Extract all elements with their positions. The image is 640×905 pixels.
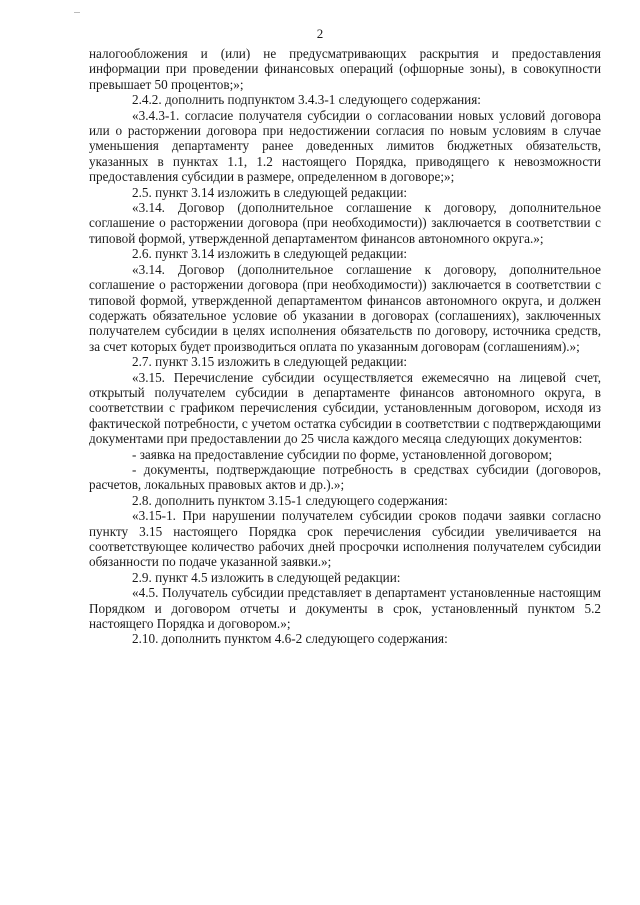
paragraph: 2.9. пункт 4.5 изложить в следующей редакции: bbox=[132, 569, 401, 585]
paragraph: 2.5. пункт 3.14 изложить в следующей редакции: bbox=[132, 184, 408, 200]
paragraph: 2.6. пункт 3.14 изложить в следующей редакции: bbox=[132, 246, 408, 262]
paragraph: «3.14. Договор (дополнительное соглашение к договору, дополнительное соглашение о расторжении договора (при необходимости)) заключается в соответствии с типовой формой, утвержденной департаментом финансов автономного округа, и должен содержать обязательное условие об указании в договорах (соглашениях), заключенных получателем субсидии в целях исполнения обязательств по договору, источника средств, за счет которых будет производиться оплата по указанным договорам (соглашениям).»; bbox=[89, 261, 601, 354]
paragraph: «3.14. Договор (дополнительное соглашение к договору, дополнительное соглашение о расторжении договора (при необходимости)) заключается в соответствии с типовой формой, утвержденной департаментом финансов автономного округа.»; bbox=[89, 200, 601, 246]
list-item: - заявка на предоставление субсидии по форме, установленной договором; bbox=[132, 446, 553, 462]
paragraph: 2.10. дополнить пунктом 4.6-2 следующего содержания: bbox=[132, 631, 448, 647]
paragraph: «3.15. Перечисление субсидии осуществляется ежемесячно на лицевой счет, открытый получателем субсидии в департаменте финансов автономного округа, в соответствии с графиком перечисления субсидии, установленным договором, исходя из фактической потребности, с учетом остатка субсидии в соответствии с подтверждающими документами при предоставлении до 25 числа каждого месяца следующих документов: bbox=[89, 369, 601, 447]
paragraph: «3.4.3-1. согласие получателя субсидии о согласовании новых условий договора или о расторжении договора при недостижении согласия по новым условиям в случае уменьшения департаменту ранее доведенных лимитов бюджетных обязательств, указанных в пунктах 1.1, 1.2 настоящего Порядка, приводящего к невозможности предоставления субсидии в размере, определенном в договоре;»; bbox=[89, 107, 601, 185]
list-item: - документы, подтверждающие потребность в средствах субсидии (договоров, расчетов, локальных правовых актов и др.).»; bbox=[89, 461, 601, 493]
paragraph: налогообложения и (или) не предусматривающих раскрытия и предоставления информации при проведении финансовых операций (офшорные зоны), в совокупности превышает 50 процентов;»; bbox=[89, 46, 601, 92]
scan-mark bbox=[74, 12, 80, 13]
paragraph: 2.4.2. дополнить подпунктом 3.4.3-1 следующего содержания: bbox=[132, 92, 481, 108]
paragraph: 2.8. дополнить пунктом 3.15-1 следующего содержания: bbox=[132, 492, 448, 508]
paragraph: «3.15-1. При нарушении получателем субсидии сроков подачи заявки согласно пункту 3.15 настоящего Порядка срок перечисления субсидии увеличивается на соответствующее количество рабочих дней просрочки исполнения получателем субсидии обязанности по подаче указанной заявки.»; bbox=[89, 508, 601, 570]
page-number: 2 bbox=[316, 26, 324, 41]
paragraph: «4.5. Получатель субсидии представляет в департамент установленные настоящим Порядком и договором отчеты и документы в срок, установленный пунктом 5.2 настоящего Порядка и договором.»; bbox=[89, 585, 601, 632]
paragraph: 2.7. пункт 3.15 изложить в следующей редакции: bbox=[132, 354, 408, 370]
document-body bbox=[89, 46, 601, 647]
